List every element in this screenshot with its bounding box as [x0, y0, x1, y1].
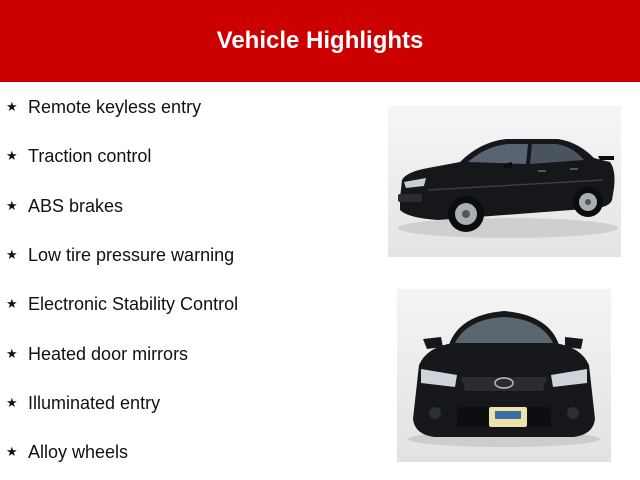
star-icon: ★: [6, 346, 18, 361]
star-icon: ★: [6, 198, 18, 213]
feature-label: Traction control: [28, 145, 152, 166]
star-icon: ★: [6, 148, 18, 163]
star-icon: ★: [6, 247, 18, 262]
feature-label: Heated door mirrors: [28, 343, 189, 364]
star-icon: ★: [6, 395, 18, 410]
feature-label: Electronic Stability Control: [28, 293, 239, 314]
feature-item: [6, 95, 201, 119]
feature-item: [6, 292, 238, 316]
feature-item: [6, 342, 188, 366]
car-side-photo: [388, 106, 621, 257]
feature-item: [6, 440, 128, 464]
feature-label: Illuminated entry: [28, 392, 161, 413]
car-front-photo: [397, 289, 611, 462]
feature-label: ABS brakes: [28, 195, 124, 216]
feature-item: [6, 144, 151, 168]
star-icon: ★: [6, 296, 18, 311]
car-front-illustration: [397, 289, 611, 462]
feature-item: [6, 194, 123, 218]
star-icon: ★: [6, 444, 18, 459]
car-side-illustration: [388, 106, 621, 257]
feature-item: [6, 391, 160, 415]
page-title: Vehicle Highlights: [216, 27, 424, 54]
feature-label: Remote keyless entry: [28, 96, 202, 117]
star-icon: ★: [6, 99, 18, 114]
feature-item: [6, 243, 234, 267]
header-banner: [0, 0, 640, 82]
feature-label: Alloy wheels: [28, 441, 129, 462]
feature-label: Low tire pressure warning: [28, 244, 235, 265]
